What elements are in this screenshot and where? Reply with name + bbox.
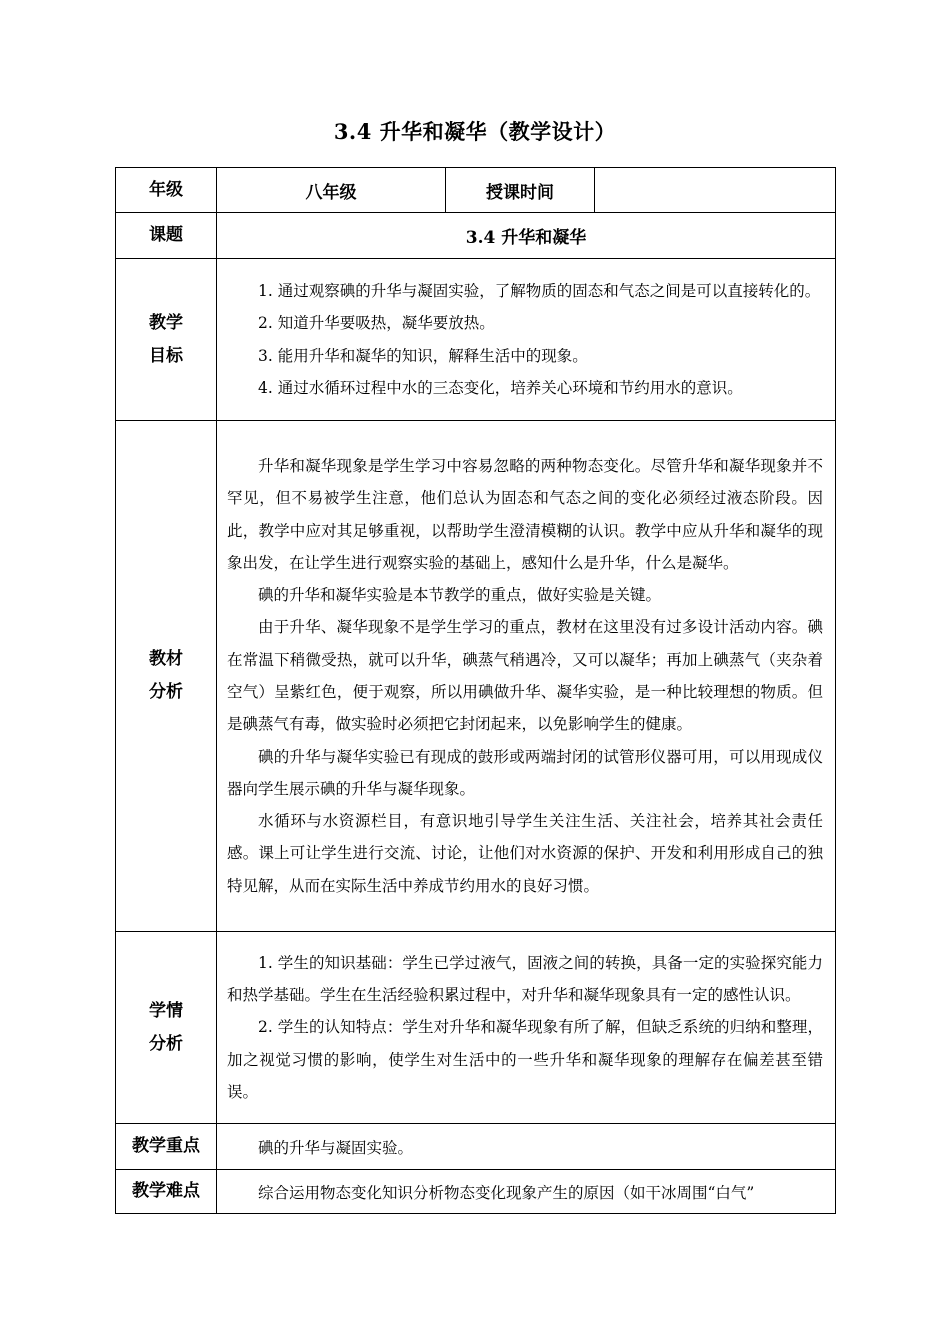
page-title: 3.4 升华和凝华（教学设计）	[333, 119, 617, 144]
topic-value: 3.4 升华和凝华	[217, 213, 836, 259]
material-analysis-label	[116, 421, 217, 932]
student-label-line2: 分析	[149, 1033, 183, 1054]
difficulty-row	[116, 1170, 836, 1214]
key-point-value: 碘的升华与凝固实验。	[258, 1138, 414, 1157]
difficulty-content	[217, 1170, 836, 1214]
topic-row	[116, 213, 836, 259]
difficulty-value: 综合运用物态变化知识分析物态变化现象产生的原因（如干冰周围“白气”	[258, 1183, 755, 1202]
student-analysis-content	[217, 932, 836, 1124]
key-point-row	[116, 1124, 836, 1170]
material-paragraph: 由于升华、凝华现象不是学生学习的重点，教材在这里没有过多设计活动内容。碘在常温下稍微受热，就可以升华，碘蒸气稍遇冷，又可以凝华；再加上碘蒸气（夹杂着空气）呈紫红色，便于观察，所以用碘做升华、凝华实验，是一种比较理想的物质。但是碘蒸气有毒，做实验时必须把它封闭起来，以免影响学生的健康。	[227, 618, 823, 734]
objective-item: 3. 能用升华和凝华的知识，解释生活中的现象。	[258, 346, 588, 365]
objective-item: 1. 通过观察碘的升华与凝固实验，了解物质的固态和气态之间是可以直接转化的。	[258, 281, 821, 300]
time-label: 授课时间	[446, 168, 595, 213]
objectives-label-line1: 教学	[149, 312, 183, 333]
objective-item: 4. 通过水循环过程中水的三态变化，培养关心环境和节约用水的意识。	[258, 378, 743, 397]
topic-label: 课题	[116, 213, 217, 259]
material-analysis-row	[116, 421, 836, 932]
objectives-row	[116, 259, 836, 421]
time-value	[595, 168, 836, 213]
grade-value: 八年级	[217, 168, 446, 213]
objective-item: 2. 知道升华要吸热，凝华要放热。	[258, 314, 495, 333]
objectives-content	[217, 259, 836, 421]
key-point-label: 教学重点	[116, 1124, 217, 1170]
difficulty-label: 教学难点	[116, 1170, 217, 1214]
student-analysis-row	[116, 932, 836, 1124]
material-label-line2: 分析	[149, 682, 183, 702]
material-label-line1: 教材	[149, 649, 183, 669]
objectives-label-line2: 目标	[149, 345, 183, 366]
student-paragraph: 1. 学生的知识基础：学生已学过液气，固液之间的转换，具备一定的实验探究能力和热学基础。学生在生活经验积累过程中，对升华和凝华现象具有一定的感性认识。	[227, 953, 823, 1005]
student-label-line1: 学情	[149, 1000, 183, 1021]
material-analysis-content	[217, 421, 836, 932]
grade-label: 年级	[116, 168, 217, 213]
header-row	[116, 168, 836, 213]
key-point-content	[217, 1124, 836, 1170]
material-paragraph: 碘的升华与凝华实验已有现成的鼓形或两端封闭的试管形仪器可用，可以用现成仪器向学生展示碘的升华与凝华现象。	[227, 747, 823, 798]
objectives-label	[116, 259, 217, 421]
student-analysis-label	[116, 932, 217, 1124]
material-paragraph: 水循环与水资源栏目，有意识地引导学生关注生活、关注社会，培养其社会责任感。课上可让学生进行交流、讨论，让他们对水资源的保护、开发和利用形成自己的独特见解，从而在实际生活中养成节约用水的良好习惯。	[227, 812, 823, 895]
material-paragraph: 碘的升华和凝华实验是本节教学的重点，做好实验是关键。	[258, 586, 662, 605]
student-paragraph: 2. 学生的认知特点：学生对升华和凝华现象有所了解，但缺乏系统的归纳和整理，加之视觉习惯的影响，使学生对生活中的一些升华和凝华现象的理解存在偏差甚至错误。	[227, 1018, 823, 1101]
material-paragraph: 升华和凝华现象是学生学习中容易忽略的两种物态变化。尽管升华和凝华现象并不罕见，但不易被学生注意，他们总认为固态和气态之间的变化必须经过液态阶段。因此，教学中应对其足够重视，以帮助学生澄清模糊的认识。教学中应从升华和凝华的现象出发，在让学生进行观察实验的基础上，感知什么是升华，什么是凝华。	[227, 456, 823, 572]
lesson-plan-table	[115, 167, 836, 1214]
